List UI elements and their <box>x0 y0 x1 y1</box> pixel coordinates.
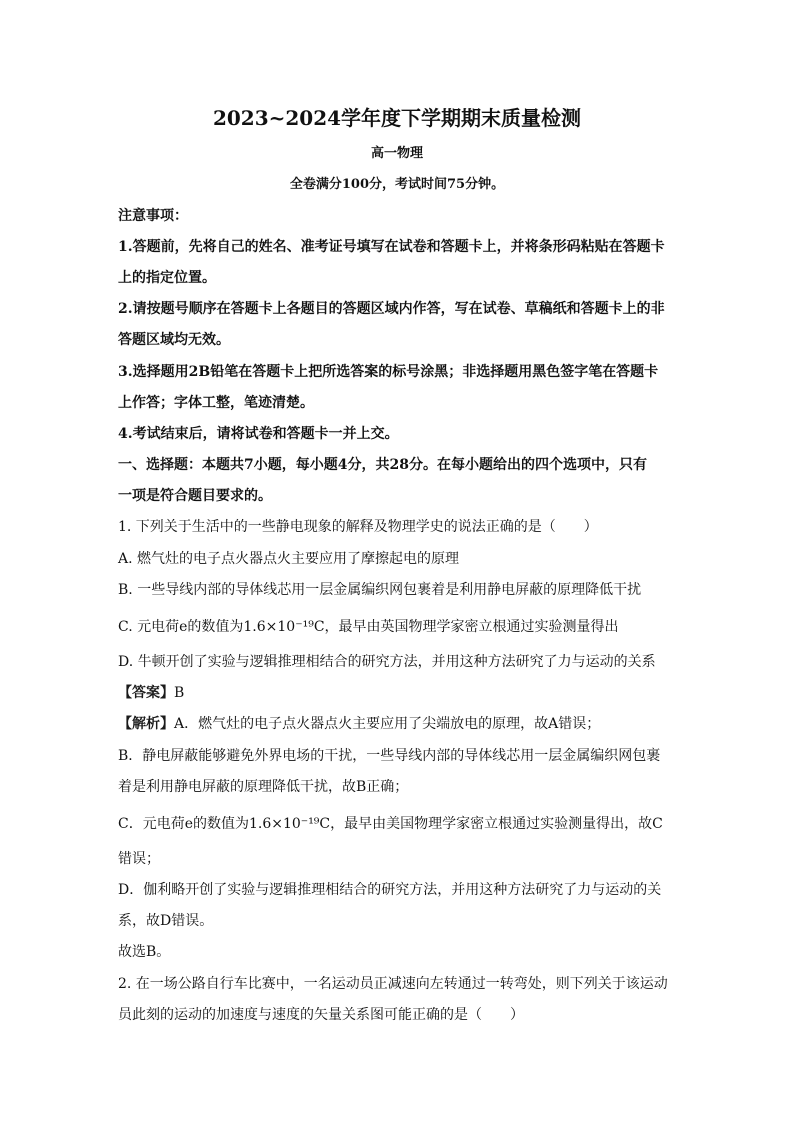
analysis-text: A．燃气灶的电子点火器点火主要应用了尖端放电的原理，故A错误； <box>174 716 601 732</box>
notice-line: 4.考试结束后，请将试卷和答题卡一并上交。 <box>118 426 399 442</box>
analysis-line: C．元电荷e的数值为1.6×10⁻¹⁹C，最早由美国物理学家密立根通过实验测量得出，故C <box>118 816 663 832</box>
subject-label: 高一物理 <box>370 146 423 161</box>
notice-heading: 注意事项： <box>118 208 188 224</box>
analysis-line <box>118 714 678 734</box>
analysis-line: 系，故D错误。 <box>118 913 214 929</box>
analysis-line: B．静电屏蔽能够避免外界电场的干扰，一些导线内部的导体线芯用一层金属编织网包裹 <box>118 748 661 764</box>
notice-line: 2.请按题号顺序在答题卡上各题目的答题区域内作答，写在试卷、草稿纸和答题卡上的非 <box>118 301 665 317</box>
option-a: A. 燃气灶的电子点火器点火主要应用了摩擦起电的原理 <box>118 551 460 567</box>
question-stem: 员此刻的运动的加速度与速度的矢量关系图可能正确的是（ ） <box>118 1007 524 1023</box>
question-stem: 1. 下列关于生活中的一些静电现象的解释及物理学史的说法正确的是（ ） <box>118 519 598 535</box>
option-b: B. 一些导线内部的导体线芯用一层金属编织网包裹着是利用静电屏蔽的原理降低干扰 <box>118 582 642 598</box>
answer-value: B <box>174 685 185 701</box>
analysis-line: 错误； <box>118 851 160 867</box>
analysis-label: 【解析】 <box>118 716 174 732</box>
notice-line: 1.答题前，先将自己的姓名、准考证号填写在试卷和答题卡上，并将条形码粘贴在答题卡 <box>118 239 665 255</box>
exam-info: 全卷满分100分，考试时间75分钟。 <box>289 177 505 192</box>
notice-line: 答题区域均无效。 <box>118 332 230 348</box>
answer-label: 【答案】 <box>118 685 174 701</box>
analysis-line: 着是利用静电屏蔽的原理降低干扰，故B正确； <box>118 779 409 795</box>
section-heading: 一项是符合题目要求的。 <box>118 488 272 504</box>
question-stem: 2. 在一场公路自行车比赛中，一名运动员正减速向左转通过一转弯处，则下列关于该运动 <box>118 976 668 992</box>
analysis-line: D．伽利略开创了实验与逻辑推理相结合的研究方法，并用这种方法研究了力与运动的关 <box>118 882 662 898</box>
notice-line: 3.选择题用2B铅笔在答题卡上把所选答案的标号涂黑；非选择题用黑色签字笔在答题卡 <box>118 364 659 380</box>
section-heading: 一、选择题：本题共7小题，每小题4分，共28分。在每小题给出的四个选项中，只有 <box>118 457 647 473</box>
answer-line <box>118 683 678 703</box>
option-d: D. 牛顿开创了实验与逻辑推理相结合的研究方法，并用这种方法研究了力与运动的关系 <box>118 654 656 670</box>
analysis-line: 故选B。 <box>118 944 171 960</box>
notice-line: 上作答；字体工整，笔迹清楚。 <box>118 395 314 411</box>
page-title: 2023~2024学年度下学期期末质量检测 <box>212 106 582 130</box>
notice-line: 上的指定位置。 <box>118 270 216 286</box>
option-c: C. 元电荷e的数值为1.6×10⁻¹⁹C，最早由英国物理学家密立根通过实验测量得出 <box>118 619 619 635</box>
